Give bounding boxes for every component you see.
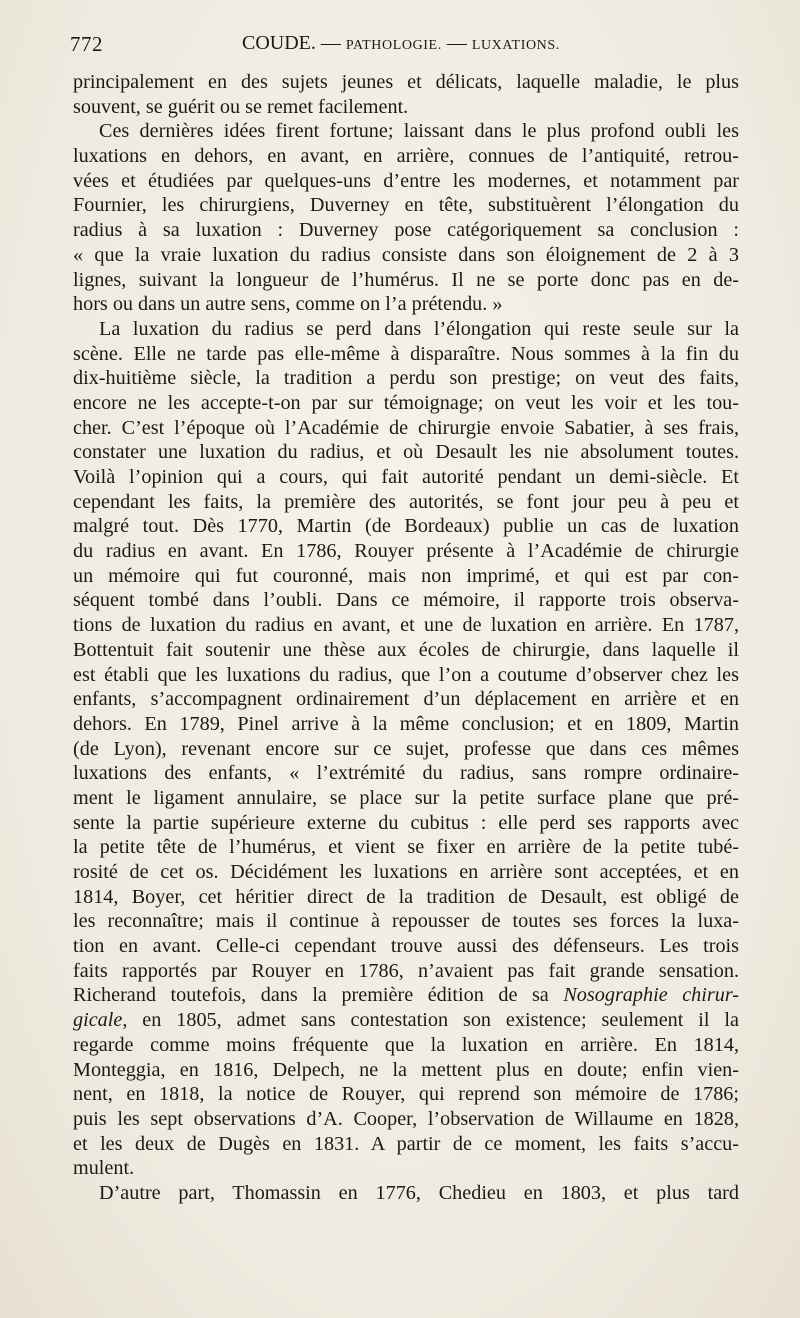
text-line: luxations en dehors, en avant, en arrière, connues de l’antiquité, retrou- (73, 145, 739, 168)
text-line: tions de luxation du radius en avant, et une de luxation en arrière. En 1787, (73, 614, 739, 637)
text-line: (de Lyon), revenant encore sur ce sujet, professe que dans ces mêmes (73, 737, 739, 760)
text-line: 1814, Boyer, cet héritier direct de la tradition de Desault, est obligé de (73, 885, 739, 908)
text-line: malgré tout. Dès 1770, Martin (de Bordeaux) publie un cas de luxation (73, 515, 739, 538)
text-line-with-italic (73, 1008, 739, 1033)
running-head-subsection: LUXATIONS. (471, 38, 560, 53)
text-line: constater une luxation du radius, et où Desault les nie absolument toutes. (73, 441, 739, 464)
running-head-separator: — (446, 32, 467, 54)
text-line: lignes, suivant la longueur de l’humérus. Il ne se porte donc pas en de- (73, 268, 739, 291)
text-line: faits rapportés par Rouyer en 1786, n’avaient pas fait grande sensation. (73, 959, 739, 982)
paragraph-first-line: Ces dernières idées firent fortune; laissant dans le plus profond oubli les (99, 120, 739, 143)
text-line: mulent. (73, 1157, 135, 1180)
running-head-title: COUDE. (242, 32, 316, 54)
text-line: souvent, se guérit ou se remet facilement. (73, 95, 409, 118)
text-fragment: Richerand toutefois, dans la première édition de sa (73, 984, 549, 1007)
text-line: ment le ligament annulaire, se place sur la petite surface plane que pré- (73, 786, 739, 809)
text-fragment: , en 1805, admet sans contestation son existence; seulement il la (122, 1009, 739, 1032)
text-line: cependant les faits, la première des autorités, se font jour peu à peu et (73, 490, 739, 513)
page-header (70, 32, 738, 60)
text-line: tion en avant. Celle-ci cependant trouve aussi des défenseurs. Les trois (73, 935, 739, 958)
text-line: cher. C’est l’époque où l’Académie de chirurgie envoie Sabatier, à ses frais, (73, 416, 739, 439)
running-head (242, 32, 560, 55)
text-line: vées et étudiées par quelques-uns d’entre les modernes, et notamment par (73, 169, 739, 192)
text-line: un mémoire qui fut couronné, mais non imprimé, et qui est par con- (73, 564, 739, 587)
running-head-section: PATHOLOGIE. (345, 38, 442, 53)
text-line: hors ou dans un autre sens, comme on l’a prétendu. » (73, 293, 503, 316)
text-line: et les deux de Dugès en 1831. A partir de ce moment, les faits s’accu- (73, 1132, 739, 1155)
text-line: regarde comme moins fréquente que la luxation en arrière. En 1814, (73, 1033, 739, 1056)
page-number: 772 (70, 32, 103, 56)
text-line: Voilà l’opinion qui a cours, qui fait autorité pendant un demi-siècle. Et (73, 466, 739, 488)
text-line: Monteggia, en 1816, Delpech, ne la mettent plus en doute; enfin vien- (73, 1058, 739, 1081)
running-head-separator: — (320, 32, 341, 54)
text-line: dehors. En 1789, Pinel arrive à la même conclusion; et en 1809, Martin (73, 712, 739, 735)
text-line: nent, en 1818, la notice de Rouyer, qui reprend son mémoire de 1786; (73, 1083, 739, 1106)
text-line: du radius en avant. En 1786, Rouyer présente à l’Académie de chirurgie (73, 540, 739, 563)
text-line: « que la vraie luxation du radius consiste dans son éloignement de 2 à 3 (73, 243, 739, 266)
italic-book-title: Nosographie chirur- (563, 984, 739, 1007)
text-line: principalement en des sujets jeunes et délicats, laquelle maladie, le plus (73, 71, 739, 93)
text-line: Fournier, les chirurgiens, Duverney en tête, substituèrent l’élongation du (73, 194, 739, 217)
text-line: Bottentuit fait soutenir une thèse aux écoles de chirurgie, dans laquelle il (73, 638, 739, 661)
text-line: enfants, s’accompagnent ordinairement d’un déplacement en arrière et en (73, 688, 739, 711)
text-line: encore ne les accepte-t-on par sur témoignage; on veut les voir et les tou- (73, 391, 739, 414)
paragraph-first-line: D’autre part, Thomassin en 1776, Chedieu en 1803, et plus tard (99, 1181, 739, 1204)
text-line: la petite tête de l’humérus, et vient se fixer en arrière de la petite tubé- (73, 836, 739, 859)
text-line: rosité de cet os. Décidément les luxations en arrière sont acceptées, et en (73, 861, 739, 883)
italic-book-title: gicale (73, 1009, 123, 1032)
paragraph-first-line: La luxation du radius se perd dans l’élongation qui reste seule sur la (99, 317, 739, 340)
text-line: dix-huitième siècle, la tradition a perdu son prestige; on veut des faits, (73, 367, 739, 390)
text-line: séquent tombé dans l’oubli. Dans ce mémoire, il rapporte trois observa- (73, 589, 739, 612)
text-line: radius à sa luxation : Duverney pose catégoriquement sa conclusion : (73, 219, 739, 242)
text-line: sente la partie supérieure externe du cubitus : elle perd ses rapports avec (73, 811, 739, 834)
text-line: les reconnaître; mais il continue à repousser de toutes ses forces la luxa- (73, 910, 739, 933)
text-line-with-italic (73, 983, 739, 1008)
text-line: scène. Elle ne tarde pas elle-même à disparaître. Nous sommes à la fin du (73, 342, 739, 365)
text-line: luxations des enfants, « l’extrémité du radius, sans rompre ordinaire- (73, 762, 739, 785)
text-line: puis les sept observations d’A. Cooper, l’observation de Willaume en 1828, (73, 1107, 739, 1130)
text-line: est établi que les luxations du radius, que l’on a coutume d’observer chez les (73, 663, 739, 686)
body-text (73, 70, 739, 1206)
